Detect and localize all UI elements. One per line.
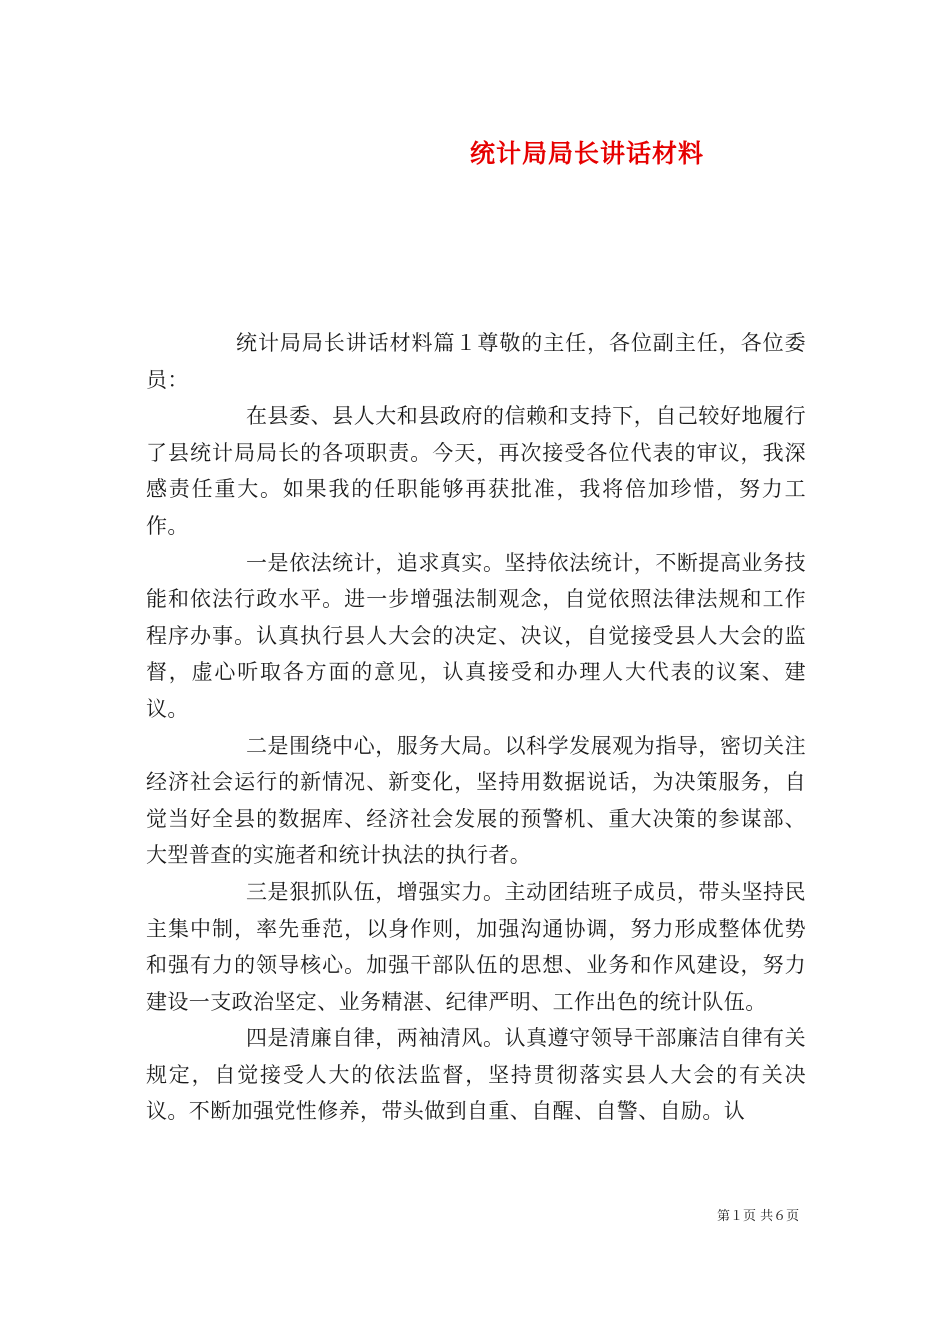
paragraph-opening: 统计局局长讲话材料篇１尊敬的主任，各位副主任，各位委员： [146, 331, 806, 392]
document-title: 统计局局长讲话材料 [470, 139, 705, 168]
paragraph-point-four: 四是清廉自律，两袖清风。认真遵守领导干部廉洁自律有关规定，自觉接受人大的依法监督，坚持贯彻落实县人大会的有关决议。不断加强党性修养，带头做到自重、自醒、自警、自励。认 [146, 1026, 806, 1124]
paragraph-point-three: 三是狠抓队伍，增强实力。主动团结班子成员，带头坚持民主集中制，率先垂范，以身作则，加强沟通协调，努力形成整体优势和强有力的领导核心。加强干部队伍的思想、业务和作风建设，努力建设一支政治坚定、业务精湛、纪律严明、工作出色的统计队伍。 [146, 879, 806, 1014]
page-number-footer: 第１页 共６页 [717, 1209, 800, 1224]
paragraph-point-two: 二是围绕中心，服务大局。以科学发展观为指导，密切关注经济社会运行的新情况、新变化，坚持用数据说话，为决策服务，自觉当好全县的数据库、经济社会发展的预警机、重大决策的参谋部、大型普查的实施者和统计执法的执行者。 [146, 733, 806, 868]
paragraph-introduction: 在县委、县人大和县政府的信赖和支持下，自己较好地履行了县统计局局长的各项职责。今天，再次接受各位代表的审议，我深感责任重大。如果我的任职能够再获批准，我将倍加珍惜，努力工作。 [146, 404, 806, 538]
document-body [146, 325, 806, 1130]
paragraph-point-one: 一是依法统计，追求真实。坚持依法统计，不断提高业务技能和依法行政水平。进一步增强法制观念，自觉依照法律法规和工作程序办事。认真执行县人大会的决定、决议，自觉接受县人大会的监督，虚心听取各方面的意见，认真接受和办理人大代表的议案、建议。 [146, 550, 806, 721]
